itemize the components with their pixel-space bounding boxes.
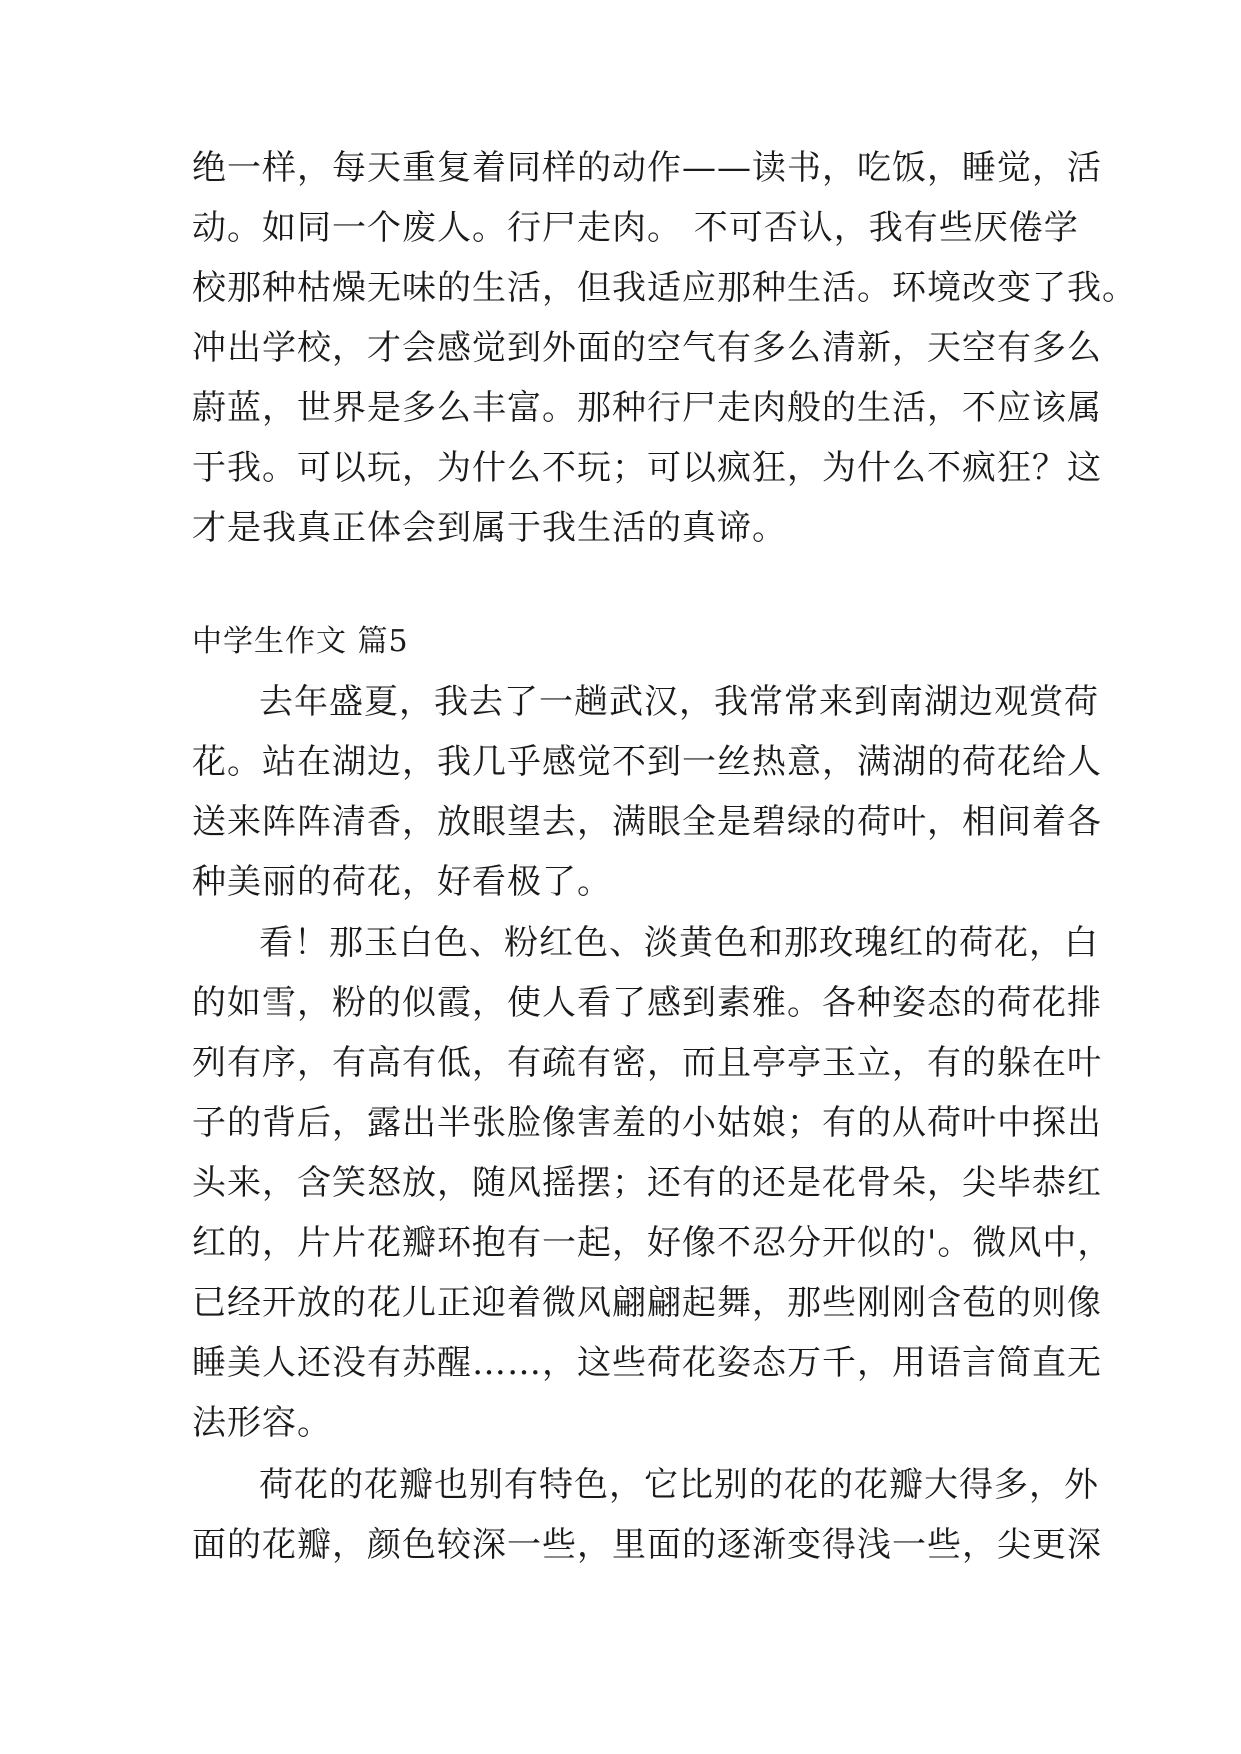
text-line: 法形容。 — [192, 1403, 332, 1443]
text-line: 于我。可以玩，为什么不玩；可以疯狂，为什么不疯狂？这 — [192, 448, 1102, 488]
paragraph-first-line: 看！那玉白色、粉红色、淡黄色和那玫瑰红的荷花，白 — [259, 923, 1099, 963]
text-line: 才是我真正体会到属于我生活的真谛。 — [192, 508, 787, 548]
text-line: 睡美人还没有苏醒……，这些荷花姿态万千，用语言简直无 — [192, 1343, 1102, 1383]
text-line: 送来阵阵清香，放眼望去，满眼全是碧绿的荷叶，相间着各 — [192, 802, 1102, 842]
text-line: 蔚蓝，世界是多么丰富。那种行尸走肉般的生活，不应该属 — [192, 388, 1102, 428]
text-line: 列有序，有高有低，有疏有密，而且亭亭玉立，有的躲在叶 — [192, 1043, 1102, 1083]
paragraph-first-line: 去年盛夏，我去了一趟武汉，我常常来到南湖边观赏荷 — [259, 682, 1099, 722]
text-line: 种美丽的荷花，好看极了。 — [192, 862, 612, 902]
text-line: 红的，片片花瓣环抱有一起，好像不忍分开似的'。微风中， — [192, 1223, 1113, 1263]
text-line: 的如雪，粉的似霞，使人看了感到素雅。各种姿态的荷花排 — [192, 983, 1102, 1023]
text-line: 头来，含笑怒放，随风摇摆；还有的还是花骨朵，尖毕恭红 — [192, 1163, 1102, 1203]
text-line: 已经开放的花儿正迎着微风翩翩起舞，那些刚刚含苞的则像 — [192, 1283, 1102, 1323]
text-line: 冲出学校，才会感觉到外面的空气有多么清新，天空有多么 — [192, 328, 1102, 368]
text-line: 子的背后，露出半张脸像害羞的小姑娘；有的从荷叶中探出 — [192, 1103, 1102, 1143]
text-line: 面的花瓣，颜色较深一些，里面的逐渐变得浅一些，尖更深 — [192, 1525, 1102, 1565]
paragraph-first-line: 荷花的花瓣也别有特色，它比别的花的花瓣大得多，外 — [259, 1465, 1099, 1505]
text-line: 动。如同一个废人。行尸走肉。 不可否认，我有些厌倦学 — [192, 208, 1079, 248]
text-line: 绝一样，每天重复着同样的动作——读书，吃饭，睡觉，活 — [192, 148, 1102, 188]
text-line: 校那种枯燥无味的生活，但我适应那种生活。环境改变了我。 — [192, 268, 1137, 308]
section-heading: 中学生作文 篇5 — [192, 624, 409, 659]
text-line: 花。站在湖边，我几乎感觉不到一丝热意，满湖的荷花给人 — [192, 742, 1102, 782]
